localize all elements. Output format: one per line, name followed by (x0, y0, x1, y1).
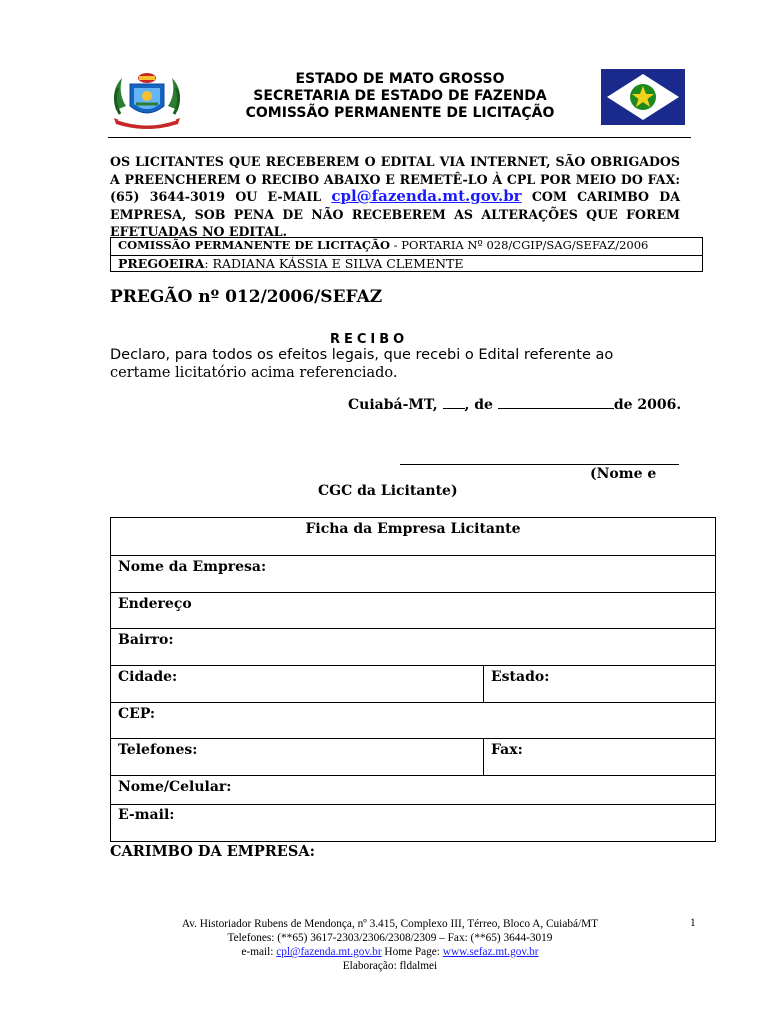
address-label: Endereço (118, 596, 192, 612)
header-line-1: ESTADO DE MATO GROSSO (295, 71, 505, 87)
pregoeira-label: PREGOEIRA (118, 256, 205, 271)
signature-caption-1: (Nome e (590, 466, 657, 482)
footer-homepage-link[interactable]: www.sefaz.mt.gov.br (442, 946, 539, 958)
form-row-neighborhood[interactable] (111, 629, 715, 666)
phones-label: Telefones: (118, 742, 198, 758)
coat-of-arms-icon (108, 70, 186, 132)
date-city-prefix: Cuiabá-MT, (348, 397, 443, 413)
commission-value: - PORTARIA Nº 028/CGIP/SAG/SEFAZ/2006 (390, 238, 649, 252)
declaration-text (110, 346, 682, 382)
notice-email-link[interactable]: cpl@fazenda.mt.gov.br (331, 187, 522, 206)
declaration-line-2: certame licitatório acima referenciado. (110, 365, 398, 381)
cep-label: CEP: (118, 706, 156, 722)
footer-email-prefix: e-mail: (241, 946, 277, 958)
form-row-phones-fax[interactable] (111, 739, 715, 776)
date-mid: , de (464, 397, 498, 413)
form-row-cep[interactable] (111, 703, 715, 739)
state-label: Estado: (483, 666, 715, 702)
footer (110, 917, 670, 973)
notice-paragraph (110, 153, 680, 241)
pregoeira-value: : RADIANA KÁSSIA E SILVA CLEMENTE (204, 256, 464, 271)
pregoeira-row (110, 255, 703, 272)
mato-grosso-flag-icon (601, 69, 685, 125)
header-line-2: SECRETARIA DE ESTADO DE FAZENDA (253, 88, 547, 104)
header-title (200, 71, 600, 122)
notice-text-after: COM CARIMBO DA EMPRESA, SOB PENA DE NÃO RECEBEREM AS ALTERAÇÕES QUE FOREM EFETUADAS NO EDITAL. (110, 189, 680, 240)
declaration-line-1: Declaro, para todos os efeitos legais, que recebi o Edital referente ao (110, 347, 614, 363)
email-label: E-mail: (118, 807, 175, 823)
form-title-row (111, 518, 715, 556)
date-suffix: de 2006. (613, 397, 682, 413)
form-row-name-cell[interactable] (111, 776, 715, 805)
recibo-title: RECIBO (330, 332, 409, 347)
footer-phones: Telefones: (**65) 3617-2303/2306/2308/2309 – Fax: (**65) 3644-3019 (227, 932, 553, 944)
pregao-title: PREGÃO nº 012/2006/SEFAZ (110, 287, 383, 307)
footer-homepage-label: Home Page: (381, 946, 443, 958)
date-line (348, 397, 681, 413)
city-label: Cidade: (118, 669, 178, 685)
signature-caption-2: CGC da Licitante) (318, 483, 458, 499)
form-title: Ficha da Empresa Licitante (305, 521, 521, 537)
fax-label: Fax: (483, 739, 715, 775)
month-blank[interactable] (498, 397, 614, 409)
footer-address: Av. Historiador Rubens de Mendonça, nº 3.415, Complexo III, Térreo, Bloco A, Cuiabá/MT (181, 918, 599, 930)
footer-author: Elaboração: fldalmei (342, 960, 438, 972)
company-stamp-label: CARIMBO DA EMPRESA: (110, 843, 315, 860)
notice-text-before: OS LICITANTES QUE RECEBEREM O EDITAL VIA INTERNET, SÃO OBRIGADOS A PREENCHEREM O RECIBO ABAIXO E REMETÊ-LO À CPL POR MEIO DO FAX: (65) 3644-3019 OU E-MAIL (110, 154, 680, 205)
header-divider (108, 137, 691, 138)
commission-label: COMISSÃO PERMANENTE DE LICITAÇÃO (118, 238, 391, 252)
day-blank[interactable] (443, 397, 465, 409)
form-row-address[interactable] (111, 593, 715, 629)
commission-row (110, 237, 703, 256)
signature-line[interactable] (400, 464, 679, 465)
name-cell-label: Nome/Celular: (118, 779, 232, 795)
footer-email-link[interactable]: cpl@fazenda.mt.gov.br (276, 946, 382, 958)
footer-contacts (110, 945, 670, 959)
header-line-3: COMISSÃO PERMANENTE DE LICITAÇÃO (245, 105, 555, 121)
page-number: 1 (690, 917, 696, 929)
form-row-city-state[interactable] (111, 666, 715, 703)
form-row-company-name[interactable] (111, 556, 715, 593)
company-form (110, 517, 716, 842)
company-name-label: Nome da Empresa: (118, 559, 267, 575)
neighborhood-label: Bairro: (118, 632, 174, 648)
form-row-email[interactable] (111, 805, 715, 841)
